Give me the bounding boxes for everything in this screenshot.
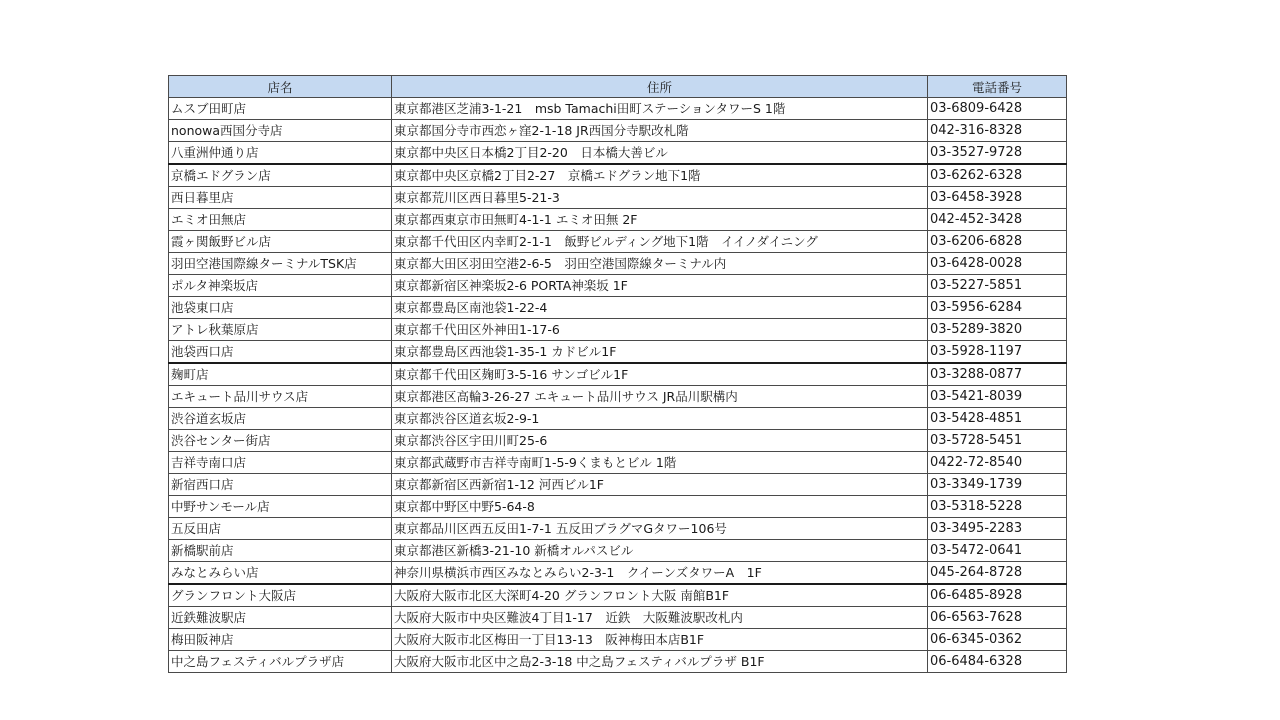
phone-cell: 03-3288-0877 [928, 363, 1067, 386]
store-name-cell: 西日暮里店 [169, 187, 392, 209]
address-cell: 東京都千代田区内幸町2-1-1 飯野ビルディング地下1階 イイノダイニング [392, 231, 928, 253]
table-row [169, 164, 1067, 187]
phone-cell: 03-5227-5851 [928, 275, 1067, 297]
address-cell: 東京都渋谷区宇田川町25-6 [392, 430, 928, 452]
address-cell: 東京都品川区西五反田1-7-1 五反田ブラグマGタワー106号 [392, 518, 928, 540]
store-name-cell: 五反田店 [169, 518, 392, 540]
store-name-cell: 梅田阪神店 [169, 629, 392, 651]
store-name-cell: 中野サンモール店 [169, 496, 392, 518]
table-row [169, 496, 1067, 518]
address-cell: 大阪府大阪市北区中之島2-3-18 中之島フェスティバルプラザ B1F [392, 651, 928, 673]
phone-cell: 06-6345-0362 [928, 629, 1067, 651]
header-phone: 電話番号 [928, 76, 1067, 98]
address-cell: 東京都港区新橋3-21-10 新橋オルパスビル [392, 540, 928, 562]
address-cell: 大阪府大阪市北区梅田一丁目13-13 阪神梅田本店B1F [392, 629, 928, 651]
phone-cell: 03-5318-5228 [928, 496, 1067, 518]
table-row [169, 562, 1067, 585]
address-cell: 東京都国分寺市西恋ヶ窪2-1-18 JR西国分寺駅改札階 [392, 120, 928, 142]
phone-cell: 0422-72-8540 [928, 452, 1067, 474]
phone-cell: 03-3349-1739 [928, 474, 1067, 496]
table-row [169, 474, 1067, 496]
store-list-table [168, 75, 1067, 673]
store-name-cell: エミオ田無店 [169, 209, 392, 231]
store-name-cell: アトレ秋葉原店 [169, 319, 392, 341]
address-cell: 東京都中央区京橋2丁目2-27 京橋エドグラン地下1階 [392, 164, 928, 187]
phone-cell: 03-5956-6284 [928, 297, 1067, 319]
address-cell: 東京都新宿区西新宿1-12 河西ビル1F [392, 474, 928, 496]
table-row [169, 142, 1067, 165]
store-name-cell: 中之島フェスティバルプラザ店 [169, 651, 392, 673]
table-row [169, 341, 1067, 364]
phone-cell: 06-6485-8928 [928, 584, 1067, 607]
table-row [169, 584, 1067, 607]
phone-cell: 03-6458-3928 [928, 187, 1067, 209]
phone-cell: 03-5421-8039 [928, 386, 1067, 408]
store-name-cell: 麹町店 [169, 363, 392, 386]
phone-cell: 03-5928-1197 [928, 341, 1067, 364]
phone-cell: 06-6563-7628 [928, 607, 1067, 629]
store-name-cell: 渋谷道玄坂店 [169, 408, 392, 430]
address-cell: 東京都西東京市田無町4-1-1 エミオ田無 2F [392, 209, 928, 231]
table-row [169, 629, 1067, 651]
address-cell: 神奈川県横浜市西区みなとみらい2-3-1 クイーンズタワーA 1F [392, 562, 928, 585]
table-row [169, 297, 1067, 319]
address-cell: 東京都港区芝浦3-1-21 msb Tamachi田町ステーションタワーS 1階 [392, 98, 928, 120]
table-row [169, 651, 1067, 673]
phone-cell: 042-316-8328 [928, 120, 1067, 142]
store-name-cell: 京橋エドグラン店 [169, 164, 392, 187]
address-cell: 大阪府大阪市北区大深町4-20 グランフロント大阪 南館B1F [392, 584, 928, 607]
header-store-name: 店名 [169, 76, 392, 98]
store-name-cell: 新橋駅前店 [169, 540, 392, 562]
store-name-cell: ポルタ神楽坂店 [169, 275, 392, 297]
table-row [169, 187, 1067, 209]
address-cell: 東京都中野区中野5-64-8 [392, 496, 928, 518]
address-cell: 東京都港区高輪3-26-27 エキュート品川サウス JR品川駅構内 [392, 386, 928, 408]
store-name-cell: 近鉄難波駅店 [169, 607, 392, 629]
store-name-cell: nonowa西国分寺店 [169, 120, 392, 142]
table-header-row [169, 76, 1067, 98]
table-row [169, 363, 1067, 386]
address-cell: 東京都千代田区麹町3-5-16 サンゴビル1F [392, 363, 928, 386]
table-body [169, 98, 1067, 673]
store-name-cell: グランフロント大阪店 [169, 584, 392, 607]
table-row [169, 209, 1067, 231]
header-address: 住所 [392, 76, 928, 98]
address-cell: 東京都渋谷区道玄坂2-9-1 [392, 408, 928, 430]
address-cell: 東京都豊島区西池袋1-35-1 カドビル1F [392, 341, 928, 364]
address-cell: 大阪府大阪市中央区難波4丁目1-17 近鉄 大阪難波駅改札内 [392, 607, 928, 629]
address-cell: 東京都千代田区外神田1-17-6 [392, 319, 928, 341]
store-name-cell: 池袋東口店 [169, 297, 392, 319]
table-row [169, 518, 1067, 540]
store-name-cell: みなとみらい店 [169, 562, 392, 585]
phone-cell: 03-5428-4851 [928, 408, 1067, 430]
phone-cell: 03-6428-0028 [928, 253, 1067, 275]
table-row [169, 408, 1067, 430]
table-row [169, 452, 1067, 474]
store-name-cell: 吉祥寺南口店 [169, 452, 392, 474]
phone-cell: 03-6809-6428 [928, 98, 1067, 120]
phone-cell: 03-6262-6328 [928, 164, 1067, 187]
phone-cell: 042-452-3428 [928, 209, 1067, 231]
table-row [169, 540, 1067, 562]
store-name-cell: 羽田空港国際線ターミナルTSK店 [169, 253, 392, 275]
address-cell: 東京都新宿区神楽坂2-6 PORTA神楽坂 1F [392, 275, 928, 297]
store-name-cell: エキュート品川サウス店 [169, 386, 392, 408]
store-name-cell: ムスブ田町店 [169, 98, 392, 120]
table-row [169, 120, 1067, 142]
store-name-cell: 八重洲仲通り店 [169, 142, 392, 165]
phone-cell: 03-5289-3820 [928, 319, 1067, 341]
store-name-cell: 渋谷センター街店 [169, 430, 392, 452]
phone-cell: 03-6206-6828 [928, 231, 1067, 253]
table-row [169, 231, 1067, 253]
store-name-cell: 新宿西口店 [169, 474, 392, 496]
table-row [169, 430, 1067, 452]
table-row [169, 319, 1067, 341]
phone-cell: 045-264-8728 [928, 562, 1067, 585]
store-name-cell: 池袋西口店 [169, 341, 392, 364]
table-row [169, 386, 1067, 408]
address-cell: 東京都大田区羽田空港2-6-5 羽田空港国際線ターミナル内 [392, 253, 928, 275]
address-cell: 東京都武蔵野市吉祥寺南町1-5-9くまもとビル 1階 [392, 452, 928, 474]
address-cell: 東京都荒川区西日暮里5-21-3 [392, 187, 928, 209]
phone-cell: 06-6484-6328 [928, 651, 1067, 673]
address-cell: 東京都中央区日本橋2丁目2-20 日本橋大善ビル [392, 142, 928, 165]
phone-cell: 03-5728-5451 [928, 430, 1067, 452]
table-row [169, 275, 1067, 297]
phone-cell: 03-3495-2283 [928, 518, 1067, 540]
table-row [169, 607, 1067, 629]
phone-cell: 03-5472-0641 [928, 540, 1067, 562]
phone-cell: 03-3527-9728 [928, 142, 1067, 165]
store-name-cell: 霞ヶ関飯野ビル店 [169, 231, 392, 253]
address-cell: 東京都豊島区南池袋1-22-4 [392, 297, 928, 319]
table-row [169, 253, 1067, 275]
table-row [169, 98, 1067, 120]
